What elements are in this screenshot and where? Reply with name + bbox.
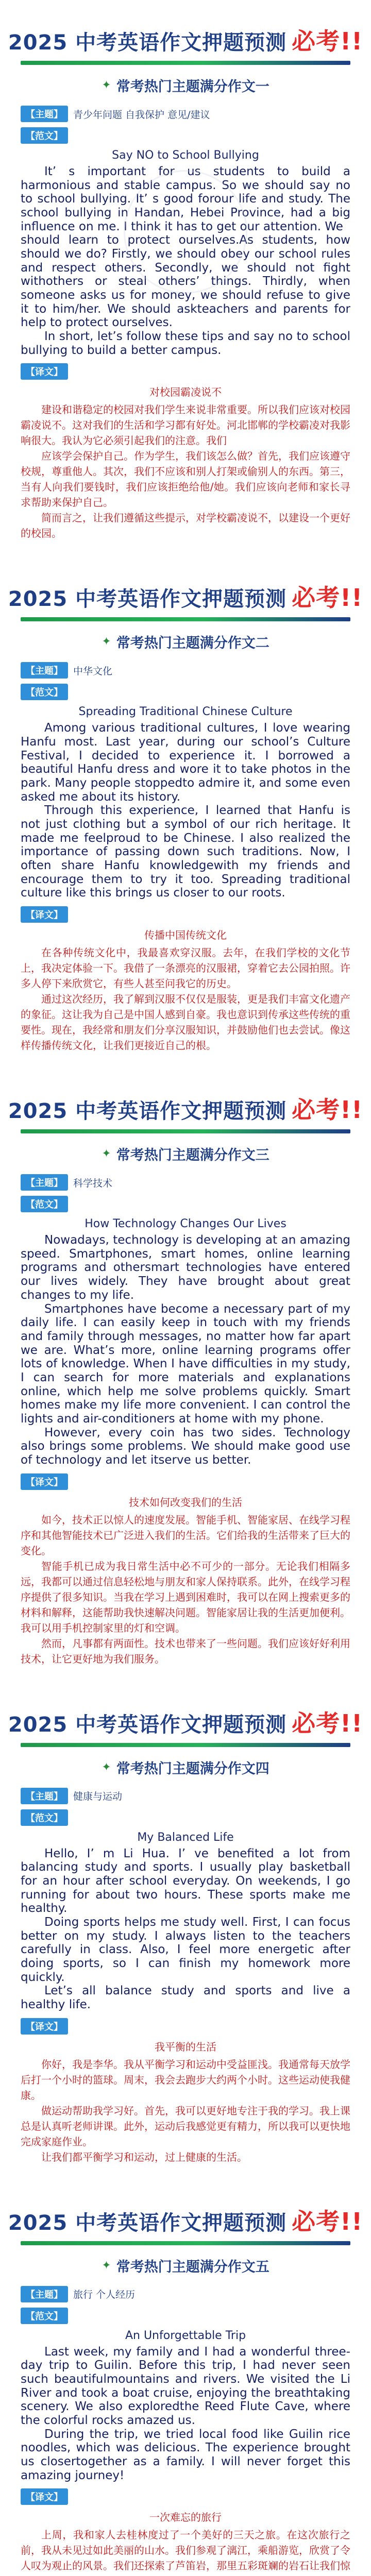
theme-row: [21, 2286, 371, 2302]
essay-tag: 【范文】: [21, 2308, 68, 2324]
theme-text: 中华文化: [73, 665, 113, 677]
theme-tag: 【主题】: [21, 1174, 68, 1191]
english-paragraph: In short, let’s follow these tips and say no to school bullying to build a better campus.: [21, 330, 350, 357]
english-essay: [21, 721, 350, 900]
essay-row: [21, 2308, 371, 2324]
english-title: How Technology Changes Our Lives: [85, 1217, 286, 1231]
main-title: 2025 中考英语作文押题预测 必考!!: [8, 1096, 363, 1124]
chinese-paragraph: 做运动帮助我学习好。首先，我可以更好地专注于我的学习。我上课总是认真听老师讲课。此外，运动后我感觉更有精力，所以我可以更快地完成家庭作业。: [21, 2104, 350, 2148]
english-paragraph: Among various traditional cultures, I love wearing Hanfu most. Last year, during our school’s Culture Festival, I decided to experience it. I borrowed a beautiful Hanfu dress and wore it to take photos in the park. Many people stoppedto admire it, and some even asked me about its history.: [21, 721, 350, 804]
english-paragraph: Hello, I’ m Li Hua. I’ ve benefited a lot from balancing study and sports. I usually play basketball for an hour after school everyday. On weekends, I go running for about two hours. These sports make me healthy.: [21, 1846, 350, 1916]
section-title: [0, 1069, 371, 1129]
essay-section-1: [0, 0, 371, 556]
chinese-translation: [21, 402, 350, 541]
theme-text: 科学技术: [73, 1177, 113, 1189]
chinese-paragraph: 建设和谐稳定的校园对我们学生来说非常重要。所以我们应该对校园霸凌说不。这对我们的生活和学习都有好处。河北邯郸的学校霸凌对我影响很大。我认为它必须引起我们的注意。我们: [21, 403, 350, 447]
subtitle-row: [0, 1757, 371, 1777]
chinese-paragraph: 智能手机已成为我日常生活中必不可少的一部分。无论我们相隔多远，我都可以通过信息轻松地与朋友和家人保持联系。此外，在线学习程序提供了很多知识。当我在学习上遇到困难时，我可以在网上搜索更多的材料和解释，这能帮助我快速解决问题。智能家居让我的生活更加便利。我可以用手机控制家里的灯和空调。: [21, 1560, 350, 1634]
english-essay: [21, 1847, 350, 2012]
section-title: [0, 1682, 371, 1743]
theme-tag: 【主题】: [21, 662, 68, 679]
subtitle-row: [0, 1144, 371, 1164]
essay-row: [21, 684, 371, 700]
essay-tag: 【范文】: [21, 127, 68, 144]
title-rule: [21, 617, 350, 621]
essay-row: [21, 1196, 371, 1212]
exclaim-text: 必考!!: [292, 584, 363, 612]
translation-tag: 【译文】: [21, 906, 68, 923]
chinese-title: 传播中国传统文化: [144, 929, 227, 942]
english-essay: [21, 165, 350, 357]
subtitle-row: [0, 2256, 371, 2276]
star-icon: ✦: [102, 1147, 111, 1161]
theme-row: [21, 106, 371, 122]
subtitle: 常考热门主题满分作文一: [116, 79, 269, 95]
chinese-translation: [21, 2527, 350, 2576]
translation-row: [21, 906, 371, 923]
translation-tag: 【译文】: [21, 363, 68, 380]
title-rule: [21, 1743, 350, 1747]
english-paragraph: Doing sports helps me study well. First, I can focus better on my study. I always listen to the teachers carefully in class. Also, I feel more energetic after doing sports, so I can finish my homework more quickly.: [21, 1915, 350, 1984]
english-paragraph: It’ s important for us students to build a harmonious and stable campus. So we should say no to school bullying. It’ s good forour life and study. The school bullying in Handan, Hebei Province, had a big influence on me. I think it has to get our attention. We: [21, 165, 350, 233]
star-icon: ✦: [102, 79, 111, 92]
exclaim-text: 必考!!: [292, 27, 363, 55]
essay-section-2: [0, 556, 371, 1069]
essay-tag: 【范文】: [21, 1809, 68, 1826]
theme-row: [21, 662, 371, 679]
translation-tag: 【译文】: [21, 2488, 68, 2505]
theme-text: 健康与运动: [73, 1791, 123, 1803]
theme-row: [21, 1174, 371, 1191]
essay-section-5: [0, 2180, 371, 2576]
star-icon: ✦: [102, 635, 111, 649]
translation-row: [21, 2018, 371, 2035]
english-title: My Balanced Life: [137, 1831, 234, 1844]
theme-tag: 【主题】: [21, 2286, 68, 2302]
english-essay: [21, 2345, 350, 2483]
star-icon: ✦: [102, 2259, 111, 2272]
chinese-title: 一次难忘的旅行: [149, 2511, 222, 2524]
chinese-paragraph: 简而言之，让我们遵循这些提示，对学校霸凌说不，以建设一个更好的校园。: [21, 512, 350, 540]
english-paragraph: During the trip, we tried local food like Guilin rice noodles, which was delicious. The experience brought us closertogether as a family. I will never forget this amazing journey!: [21, 2427, 350, 2482]
exclaim-text: 必考!!: [292, 1709, 363, 1737]
main-title: 2025 中考英语作文押题预测 必考!!: [8, 1709, 363, 1737]
theme-tag: 【主题】: [21, 106, 68, 122]
title-rule: [21, 1129, 350, 1133]
chinese-translation: [21, 2057, 350, 2165]
chinese-paragraph: 如今，技术正以惊人的速度发展。智能手机、智能家居、在线学习程序和其他智能技术已广泛进入我们的生活。它们给我的生活带来了巨大的变化。: [21, 1513, 350, 1557]
english-paragraph: Through this experience, I learned that Hanfu is not just clothing but a symbol of our rich heritage. It made me feelproud to be Chinese. I also realized the importance of passing down such traditions. Now, I often share Hanfu knowledgewith my friends and encourage them to try it too. Spreading traditional culture like this brings us closer to our roots.: [21, 804, 350, 900]
essay-tag: 【范文】: [21, 684, 68, 700]
section-title: [0, 556, 371, 617]
star-icon: ✦: [102, 1760, 111, 1774]
english-paragraph: Smartphones have become a necessary part of my daily life. I can easily keep in touch with my friends and family through messages, no matter how far apart we are. What’s more, online learning programs offer lots of knowledge. When I have difficulties in my study, I can search for more materials and explanations online, which help me solve problems quickly. Smart homes make my life more convenient. I can control the lights and air-conditioners at home with my phone.: [21, 1302, 350, 1426]
theme-text: 旅行 个人经历: [73, 2289, 136, 2301]
section-title: [0, 0, 371, 61]
chinese-paragraph: 上周，我和家人去桂林度过了一个美好的三天之旅。在这次旅行之前，我从未见过如此美丽的山水。我们参观了漓江，乘船游览，欣赏了令人叹为观止的风景。我们还探索了芦笛岩，那里五彩斑斓的岩石让我们惊: [21, 2529, 350, 2572]
english-title: Spreading Traditional Chinese Culture: [78, 705, 293, 719]
english-paragraph: Nowadays, technology is developing at an amazing speed. Smartphones, smart homes, online learning programs and othersmart technologies have entered our lives widely. They have brought about great changes to my life.: [21, 1233, 350, 1302]
chinese-paragraph: 让我们都平衡学习和运动，过上健康的生活。: [41, 2150, 247, 2163]
title-rule: [21, 2241, 350, 2245]
main-title: 2025 中考英语作文押题预测 必考!!: [8, 27, 363, 55]
chinese-paragraph: 应该学会保护自己。作为学生，我们该怎么做？首先，我们应该遵守校规，尊重他人。其次，我们不应该和别人打架或偷别人的东西。第三，当有人向我们要钱时，我们应该拒绝给他/她。我们应该向老师和家长寻求帮助来保护自己。: [21, 450, 350, 509]
essay-section-3: [0, 1069, 371, 1682]
title-rule: [21, 61, 350, 65]
translation-row: [21, 363, 371, 380]
exclaim-text: 必考!!: [292, 2207, 363, 2235]
theme-row: [21, 1788, 371, 1804]
translation-tag: 【译文】: [21, 1473, 68, 1490]
section-title: [0, 2180, 371, 2241]
essay-row: [21, 127, 371, 144]
english-paragraph: However, every coin has two sides. Technology also brings some problems. We should make good use of technology and let itserve us better.: [21, 1426, 350, 1467]
subtitle-row: [0, 632, 371, 652]
subtitle: 常考热门主题满分作文五: [116, 2259, 269, 2275]
chinese-translation: [21, 1512, 350, 1667]
chinese-title: 我平衡的生活: [155, 2040, 216, 2053]
chinese-paragraph: 然而，凡事都有两面性。技术也带来了一些问题。我们应该好好利用技术，让它更好地为我们服务。: [21, 1637, 350, 1665]
translation-row: [21, 1473, 371, 1490]
main-title: 2025 中考英语作文押题预测 必考!!: [8, 2207, 363, 2235]
translation-tag: 【译文】: [21, 2018, 68, 2035]
subtitle: 常考热门主题满分作文四: [116, 1760, 269, 1777]
essay-section-4: [0, 1682, 371, 2180]
chinese-title: 对校园霸凌说不: [149, 386, 222, 399]
subtitle: 常考热门主题满分作文三: [116, 1147, 269, 1164]
english-title: An Unforgettable Trip: [125, 2329, 246, 2342]
essay-row: [21, 1809, 371, 1826]
subtitle: 常考热门主题满分作文二: [116, 635, 269, 652]
chinese-paragraph: 通过这次经历，我了解到汉服不仅仅是服装，更是我们丰富文化遗产的象征。这让我为自己是中国人感到自豪。我也意识到传承这些传统的重要性。现在，我经常和朋友们分享汉服知识，并鼓励他们也去尝试。像这样传播传统文化，让我们更接近自己的根。: [21, 993, 350, 1052]
english-title: Say NO to School Bullying: [112, 149, 259, 162]
english-paragraph: should learn to protect ourselves.As students, how should we do? Firstly, we should obey our school rules and respect others. Secondly, we should not fight withothers or steal others’ things. Thirdly, when someone asks us for money, we should refuse to give it to him/her. We should askteachers and parents for help to protect ourselves.: [21, 233, 350, 330]
english-paragraph: Last week, my family and I had a wonderful three-day trip to Guilin. Before this trip, I had never seen such beautifulmountains and rivers. We visited the Li River and took a boat cruise, enjoying the breathtaking scenery. We also exploredthe Reed Flute Cave, where the colorful rocks amazed us.: [21, 2345, 350, 2427]
main-title: 2025 中考英语作文押题预测 必考!!: [8, 584, 363, 612]
chinese-title: 技术如何改变我们的生活: [129, 1496, 242, 1509]
english-paragraph: Let’s all balance study and sports and live a healthy life.: [21, 1984, 350, 2011]
chinese-translation: [21, 945, 350, 1053]
theme-text: 青少年问题 自我保护 意见/建议: [73, 109, 210, 121]
translation-row: [21, 2488, 371, 2505]
theme-tag: 【主题】: [21, 1788, 68, 1804]
exclaim-text: 必考!!: [292, 1096, 363, 1124]
chinese-paragraph: 你好，我是李华。我从平衡学习和运动中受益匪浅。我通常每天放学后打一个小时的篮球。周末，我会去跑步大约两个小时。这些运动使我健康。: [21, 2058, 350, 2102]
essay-tag: 【范文】: [21, 1196, 68, 1212]
subtitle-row: [0, 75, 371, 95]
english-essay: [21, 1233, 350, 1467]
chinese-paragraph: 在各种传统文化中，我最喜欢穿汉服。去年，在我们学校的文化节上，我决定体验一下。我借了一条漂亮的汉服裙，穿着它去公园拍照。许多人停下来欣赏它，有些人甚至问我它的历史。: [21, 946, 350, 990]
